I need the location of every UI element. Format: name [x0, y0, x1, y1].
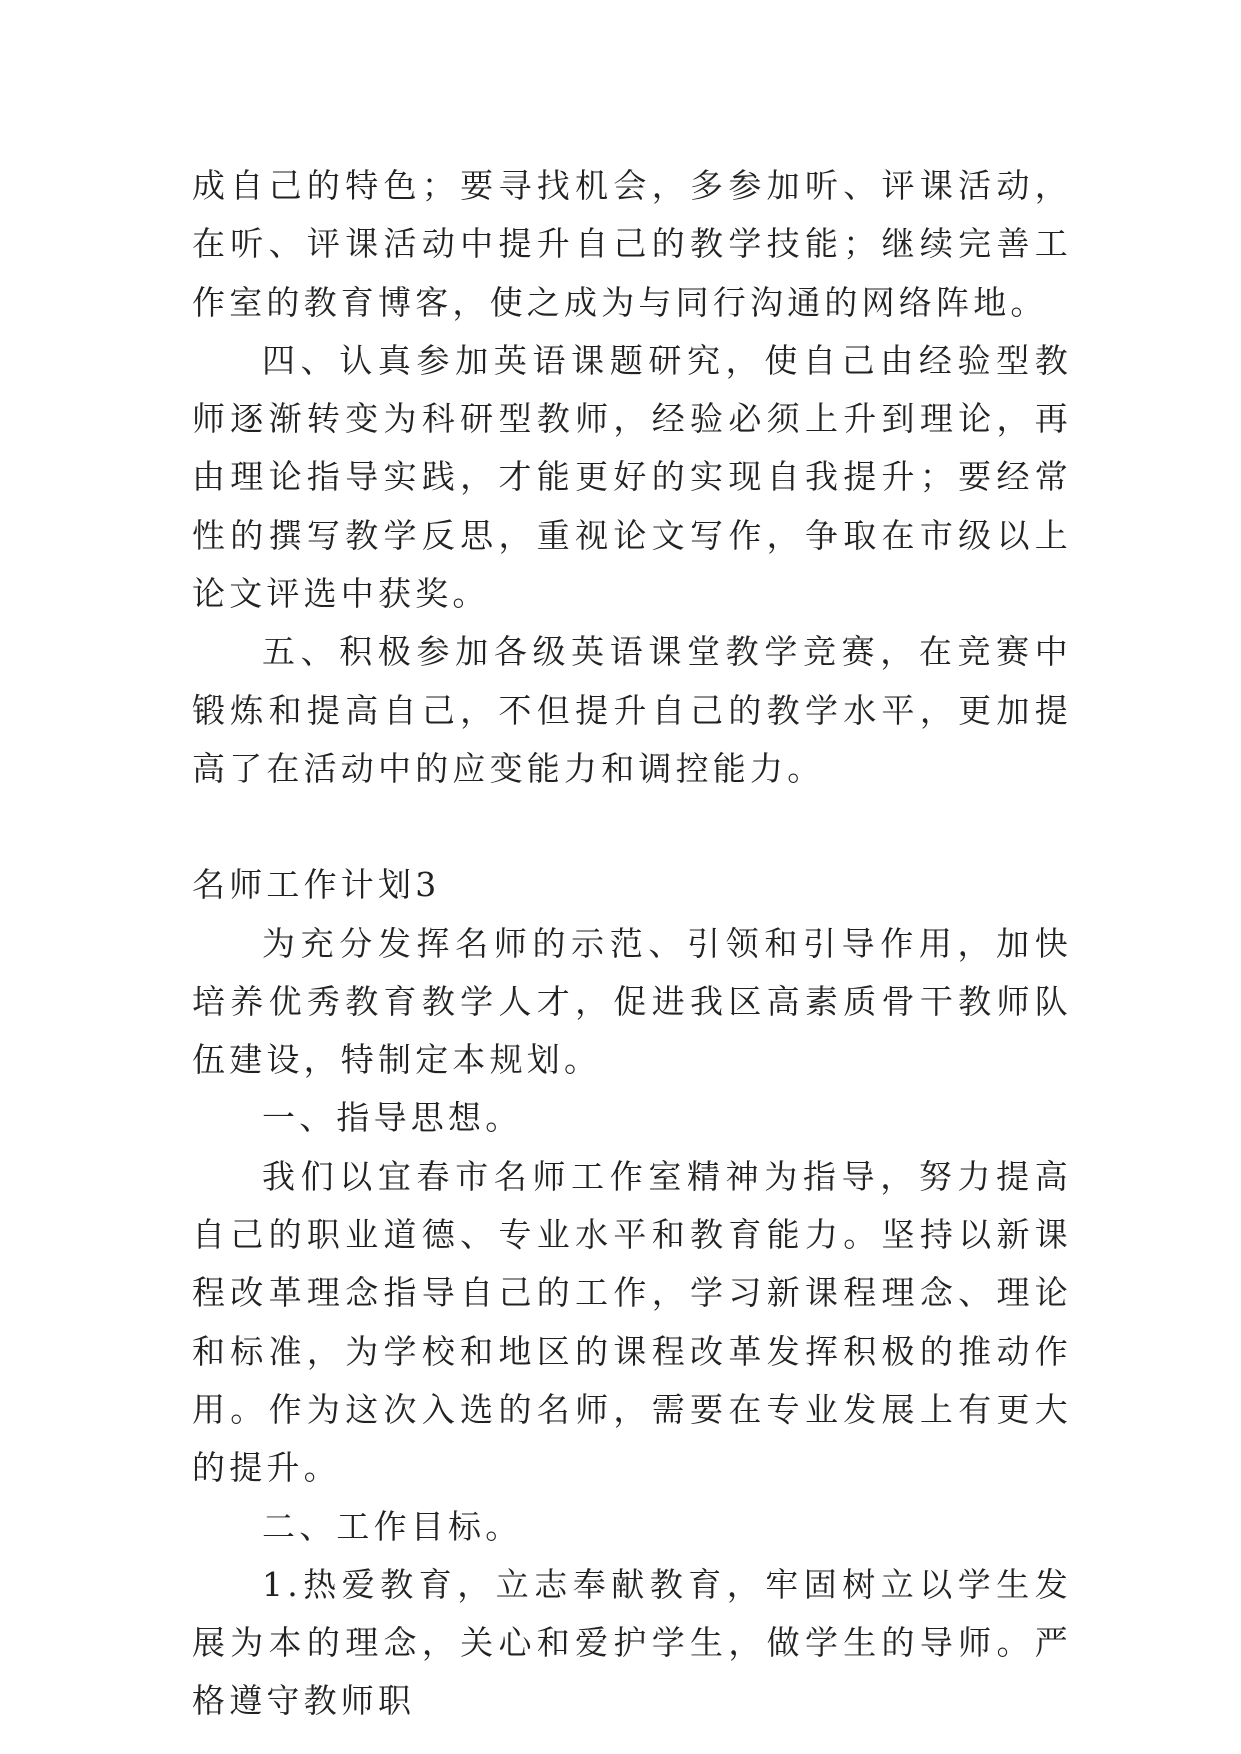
section-gap: [192, 798, 1072, 856]
document-body: [192, 157, 1072, 1731]
paragraph-item-five: 五、积极参加各级英语课堂教学竞赛，在竞赛中锻炼和提高自己，不但提升自己的教学水平，更加提高了在活动中的应变能力和调控能力。: [192, 632, 1072, 788]
heading-guiding-thought: 一、指导思想。: [262, 1098, 523, 1138]
paragraph-continued: 成自己的特色；要寻找机会，多参加听、评课活动，在听、评课活动中提升自己的教学技能；继续完善工作室的教育博客，使之成为与同行沟通的网络阵地。: [192, 166, 1072, 322]
heading-work-goals: 二、工作目标。: [262, 1506, 523, 1546]
section-title: 名师工作计划3: [192, 865, 441, 905]
paragraph-intro: 为充分发挥名师的示范、引领和引导作用，加快培养优秀教育教学人才，促进我区高素质骨干教师队伍建设，特制定本规划。: [192, 923, 1072, 1080]
paragraph-goal-one: 1.热爱教育，立志奉献教育，牢固树立以学生发展为本的理念，关心和爱护学生，做学生的导师。严格遵守教师职: [192, 1564, 1072, 1721]
paragraph-item-four: 四、认真参加英语课题研究，使自己由经验型教师逐渐转变为科研型教师，经验必须上升到理论，再由理论指导实践，才能更好的实现自我提升；要经常性的撰写教学反思，重视论文写作，争取在市级以上论文评选中获奖。: [192, 340, 1072, 614]
paragraph-guiding-thought: 我们以宜春市名师工作室精神为指导，努力提高自己的职业道德、专业水平和教育能力。坚持以新课程改革理念指导自己的工作，学习新课程理念、理论和标准，为学校和地区的课程改革发挥积极的推动作用。作为这次入选的名师，需要在专业发展上有更大的提升。: [192, 1156, 1072, 1488]
